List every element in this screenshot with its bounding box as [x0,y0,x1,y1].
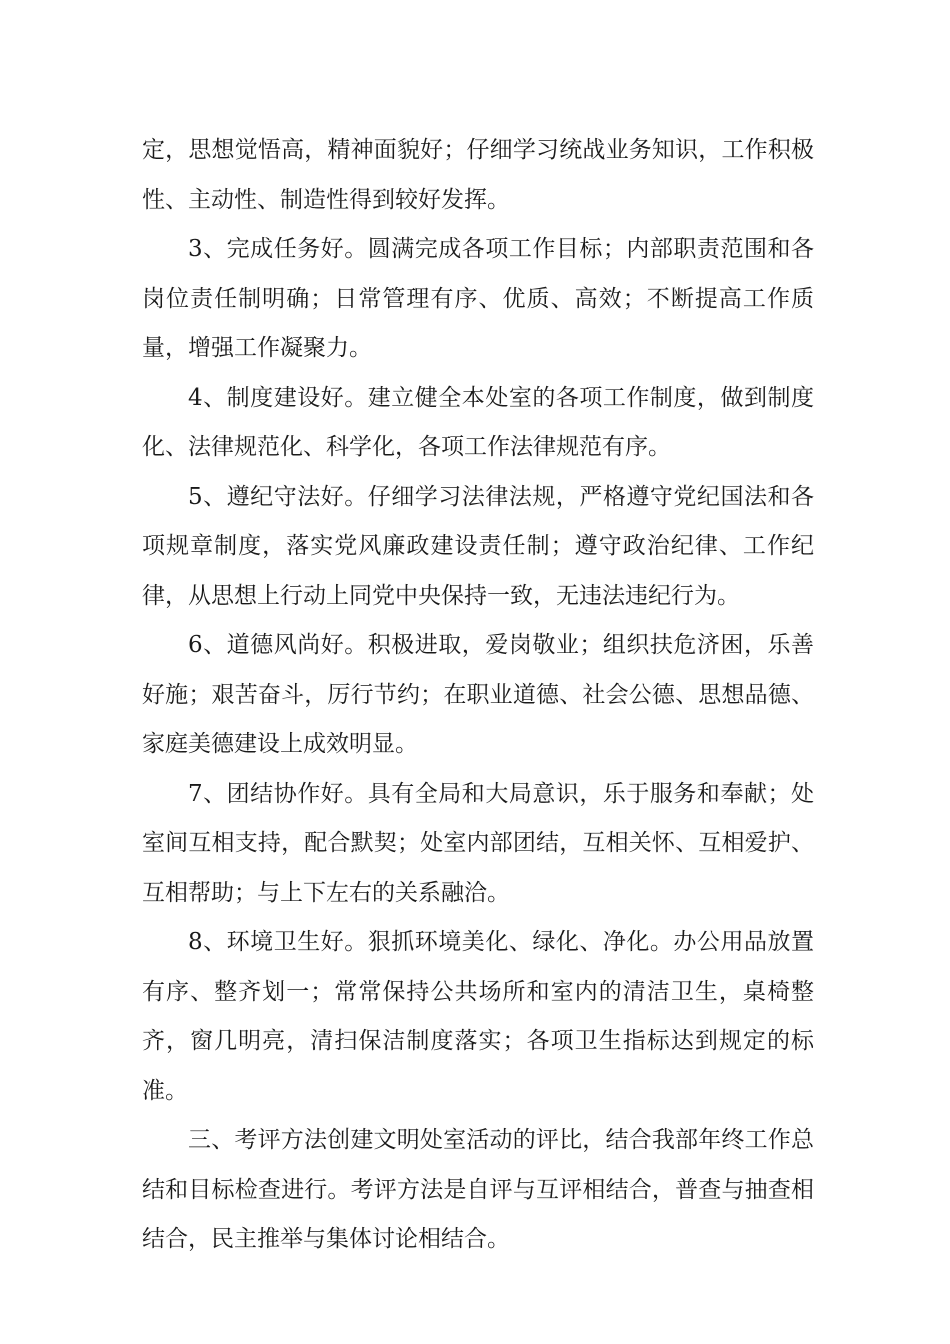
paragraph-item-8: 8、环境卫生好。狠抓环境美化、绿化、净化。办公用品放置有序、整齐划一；常常保持公共场所和室内的清洁卫生，桌椅整齐，窗几明亮，清扫保洁制度落实；各项卫生指标达到规定的标准。 [142,929,814,1104]
paragraph-item-3: 3、完成任务好。圆满完成各项工作目标；内部职责范围和各岗位责任制明确；日常管理有序、优质、高效；不断提高工作质量，增强工作凝聚力。 [142,236,814,361]
paragraph-item-4: 4、制度建设好。建立健全本处室的各项工作制度，做到制度化、法律规范化、科学化，各项工作法律规范有序。 [142,384,814,460]
paragraph-item-6: 6、道德风尚好。积极进取，爱岗敬业；组织扶危济困，乐善好施；艰苦奋斗，厉行节约；在职业道德、社会公德、思想品德、家庭美德建设上成效明显。 [142,632,814,757]
document-page [142,126,814,1265]
paragraph-item-5: 5、遵纪守法好。仔细学习法律法规，严格遵守党纪国法和各项规章制度，落实党风廉政建设责任制；遵守政治纪律、工作纪律，从思想上行动上同党中央保持一致，无违法违纪行为。 [142,483,814,609]
paragraph-continued: 定，思想觉悟高，精神面貌好；仔细学习统战业务知识，工作积极性、主动性、制造性得到较好发挥。 [142,137,814,213]
paragraph-item-7: 7、团结协作好。具有全局和大局意识，乐于服务和奉献；处室间互相支持，配合默契；处室内部团结，互相关怀、互相爱护、互相帮助；与上下左右的关系融洽。 [142,780,814,906]
paragraph-section-3: 三、考评方法创建文明处室活动的评比，结合我部年终工作总结和目标检查进行。考评方法是自评与互评相结合，普查与抽查相结合，民主推举与集体讨论相结合。 [142,1127,814,1252]
